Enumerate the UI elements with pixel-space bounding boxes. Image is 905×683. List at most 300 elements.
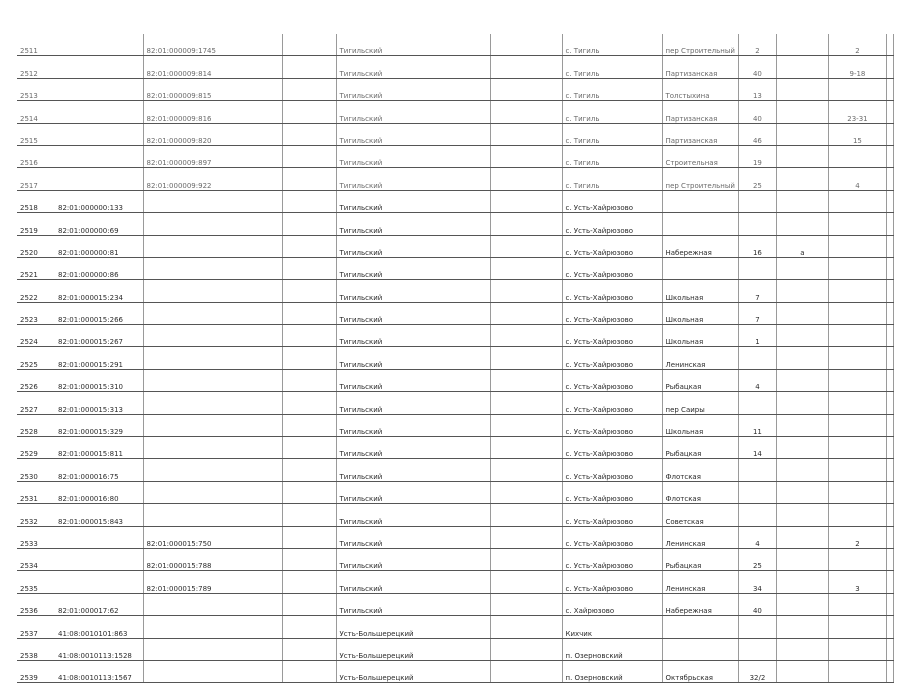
table-row bbox=[17, 123, 893, 145]
flat-number: 2 bbox=[828, 34, 886, 56]
cadastral-number: 82:01:000016:80 bbox=[55, 481, 143, 503]
table-row bbox=[17, 504, 893, 526]
cadastral-number: 82:01:000015:843 bbox=[55, 504, 143, 526]
empty-cell bbox=[490, 548, 562, 570]
street: Октябрьская bbox=[662, 660, 738, 682]
edge-cell bbox=[886, 56, 893, 78]
cadastral-number: 82:01:000017:62 bbox=[55, 593, 143, 615]
empty-cell bbox=[490, 526, 562, 548]
district: Тигильский bbox=[336, 78, 490, 100]
flat-number bbox=[828, 257, 886, 279]
street: Набережная bbox=[662, 235, 738, 257]
edge-cell bbox=[886, 213, 893, 235]
empty-cell bbox=[282, 190, 336, 212]
cadastral-number: 82:01:000015:329 bbox=[55, 414, 143, 436]
row-number: 2528 bbox=[17, 414, 55, 436]
empty-cell bbox=[282, 145, 336, 167]
building-letter bbox=[776, 526, 828, 548]
building-letter bbox=[776, 280, 828, 302]
district: Тигильский bbox=[336, 593, 490, 615]
row-number: 2535 bbox=[17, 571, 55, 593]
locality: с. Усть-Хайрюзово bbox=[562, 302, 662, 324]
edge-cell bbox=[886, 571, 893, 593]
street: Флотская bbox=[662, 459, 738, 481]
flat-number: 23-31 bbox=[828, 101, 886, 123]
flat-number bbox=[828, 504, 886, 526]
empty-cell bbox=[282, 325, 336, 347]
empty-cell bbox=[282, 459, 336, 481]
locality: с. Усть-Хайрюзово bbox=[562, 190, 662, 212]
street: Рыбацкая bbox=[662, 437, 738, 459]
edge-cell bbox=[886, 101, 893, 123]
street: пер Строительный bbox=[662, 34, 738, 56]
empty-cell bbox=[490, 101, 562, 123]
edge-cell bbox=[886, 280, 893, 302]
empty-cell bbox=[282, 548, 336, 570]
empty-cell bbox=[490, 123, 562, 145]
cadastral-number-alt bbox=[143, 660, 282, 682]
empty-cell bbox=[490, 638, 562, 660]
row-number: 2526 bbox=[17, 369, 55, 391]
cadastral-number-alt bbox=[143, 616, 282, 638]
edge-cell bbox=[886, 414, 893, 436]
cadastral-number-alt bbox=[143, 369, 282, 391]
flat-number bbox=[828, 437, 886, 459]
edge-cell bbox=[886, 34, 893, 56]
house-number: 4 bbox=[738, 526, 776, 548]
district: Тигильский bbox=[336, 56, 490, 78]
cadastral-number bbox=[55, 571, 143, 593]
flat-number bbox=[828, 616, 886, 638]
flat-number bbox=[828, 459, 886, 481]
cadastral-number-alt bbox=[143, 190, 282, 212]
empty-cell bbox=[490, 504, 562, 526]
house-number bbox=[738, 459, 776, 481]
district: Тигильский bbox=[336, 414, 490, 436]
flat-number bbox=[828, 481, 886, 503]
cadastral-number-alt bbox=[143, 504, 282, 526]
building-letter bbox=[776, 213, 828, 235]
building-letter bbox=[776, 257, 828, 279]
empty-cell bbox=[282, 347, 336, 369]
table-row bbox=[17, 548, 893, 570]
empty-cell bbox=[282, 437, 336, 459]
building-letter bbox=[776, 459, 828, 481]
building-letter bbox=[776, 481, 828, 503]
edge-cell bbox=[886, 660, 893, 682]
flat-number bbox=[828, 660, 886, 682]
house-number: 1 bbox=[738, 325, 776, 347]
cadastral-number bbox=[55, 78, 143, 100]
cadastral-number bbox=[55, 101, 143, 123]
building-letter bbox=[776, 548, 828, 570]
locality: п. Озерновский bbox=[562, 660, 662, 682]
cadastral-number: 82:01:000000:86 bbox=[55, 257, 143, 279]
district: Тигильский bbox=[336, 571, 490, 593]
district: Тигильский bbox=[336, 280, 490, 302]
district: Тигильский bbox=[336, 34, 490, 56]
building-letter bbox=[776, 616, 828, 638]
row-number: 2513 bbox=[17, 78, 55, 100]
edge-cell bbox=[886, 325, 893, 347]
edge-cell bbox=[886, 481, 893, 503]
locality: с. Усть-Хайрюзово bbox=[562, 325, 662, 347]
cadastral-number bbox=[55, 168, 143, 190]
house-number: 34 bbox=[738, 571, 776, 593]
street: Школьная bbox=[662, 280, 738, 302]
district: Тигильский bbox=[336, 190, 490, 212]
locality: с. Усть-Хайрюзово bbox=[562, 548, 662, 570]
district: Тигильский bbox=[336, 101, 490, 123]
edge-cell bbox=[886, 616, 893, 638]
edge-cell bbox=[886, 78, 893, 100]
empty-cell bbox=[490, 347, 562, 369]
cadastral-number-alt bbox=[143, 347, 282, 369]
cadastral-number: 82:01:000015:267 bbox=[55, 325, 143, 347]
house-number: 46 bbox=[738, 123, 776, 145]
edge-cell bbox=[886, 459, 893, 481]
edge-cell bbox=[886, 526, 893, 548]
building-letter bbox=[776, 392, 828, 414]
locality: с. Усть-Хайрюзово bbox=[562, 437, 662, 459]
house-number bbox=[738, 392, 776, 414]
cadastral-number-alt: 82:01:000009:1745 bbox=[143, 34, 282, 56]
street: Рыбацкая bbox=[662, 369, 738, 391]
edge-cell bbox=[886, 145, 893, 167]
empty-cell bbox=[282, 235, 336, 257]
street: Флотская bbox=[662, 481, 738, 503]
table-row bbox=[17, 302, 893, 324]
empty-cell bbox=[282, 369, 336, 391]
locality: с. Усть-Хайрюзово bbox=[562, 414, 662, 436]
register-table bbox=[17, 34, 894, 683]
flat-number bbox=[828, 369, 886, 391]
house-number: 32/2 bbox=[738, 660, 776, 682]
empty-cell bbox=[282, 571, 336, 593]
empty-cell bbox=[282, 414, 336, 436]
street: Партизанская bbox=[662, 123, 738, 145]
flat-number bbox=[828, 593, 886, 615]
empty-cell bbox=[490, 660, 562, 682]
empty-cell bbox=[490, 168, 562, 190]
cadastral-number-alt bbox=[143, 257, 282, 279]
empty-cell bbox=[282, 660, 336, 682]
row-number: 2518 bbox=[17, 190, 55, 212]
table-row bbox=[17, 190, 893, 212]
register-rows bbox=[17, 34, 893, 683]
cadastral-number-alt bbox=[143, 213, 282, 235]
locality: с. Усть-Хайрюзово bbox=[562, 280, 662, 302]
row-number: 2519 bbox=[17, 213, 55, 235]
locality: с. Тигиль bbox=[562, 168, 662, 190]
locality: с. Усть-Хайрюзово bbox=[562, 213, 662, 235]
row-number: 2529 bbox=[17, 437, 55, 459]
house-number: 14 bbox=[738, 437, 776, 459]
empty-cell bbox=[490, 190, 562, 212]
row-number: 2534 bbox=[17, 548, 55, 570]
row-number: 2521 bbox=[17, 257, 55, 279]
district: Тигильский bbox=[336, 392, 490, 414]
building-letter bbox=[776, 414, 828, 436]
district: Тигильский bbox=[336, 459, 490, 481]
house-number bbox=[738, 190, 776, 212]
locality: с. Усть-Хайрюзово bbox=[562, 459, 662, 481]
row-number: 2511 bbox=[17, 34, 55, 56]
house-number: 7 bbox=[738, 280, 776, 302]
building-letter bbox=[776, 325, 828, 347]
locality: с. Хайрюзово bbox=[562, 593, 662, 615]
table-row bbox=[17, 101, 893, 123]
locality: с. Тигиль bbox=[562, 101, 662, 123]
cadastral-number-alt: 82:01:000015:788 bbox=[143, 548, 282, 570]
empty-cell bbox=[490, 302, 562, 324]
empty-cell bbox=[490, 325, 562, 347]
street bbox=[662, 213, 738, 235]
locality: с. Тигиль bbox=[562, 78, 662, 100]
district: Тигильский bbox=[336, 257, 490, 279]
building-letter bbox=[776, 571, 828, 593]
locality: с. Усть-Хайрюзово bbox=[562, 526, 662, 548]
edge-cell bbox=[886, 123, 893, 145]
flat-number: 15 bbox=[828, 123, 886, 145]
house-number bbox=[738, 481, 776, 503]
cadastral-number: 41:08:0010113:1567 bbox=[55, 660, 143, 682]
flat-number bbox=[828, 302, 886, 324]
house-number: 11 bbox=[738, 414, 776, 436]
table-row bbox=[17, 78, 893, 100]
cadastral-number: 82:01:000016:75 bbox=[55, 459, 143, 481]
table-row bbox=[17, 414, 893, 436]
table-row bbox=[17, 145, 893, 167]
building-letter bbox=[776, 101, 828, 123]
row-number: 2517 bbox=[17, 168, 55, 190]
locality: с. Усть-Хайрюзово bbox=[562, 235, 662, 257]
street: Набережная bbox=[662, 593, 738, 615]
edge-cell bbox=[886, 638, 893, 660]
row-number: 2515 bbox=[17, 123, 55, 145]
house-number bbox=[738, 347, 776, 369]
cadastral-number-alt: 82:01:000009:922 bbox=[143, 168, 282, 190]
table-row bbox=[17, 168, 893, 190]
table-row bbox=[17, 347, 893, 369]
cadastral-number bbox=[55, 548, 143, 570]
empty-cell bbox=[282, 481, 336, 503]
district: Тигильский bbox=[336, 437, 490, 459]
cadastral-number-alt bbox=[143, 414, 282, 436]
building-letter bbox=[776, 660, 828, 682]
street: Ленинская bbox=[662, 526, 738, 548]
row-number: 2538 bbox=[17, 638, 55, 660]
district: Тигильский bbox=[336, 526, 490, 548]
row-number: 2539 bbox=[17, 660, 55, 682]
house-number bbox=[738, 213, 776, 235]
building-letter bbox=[776, 34, 828, 56]
table-row bbox=[17, 481, 893, 503]
cadastral-number: 82:01:000015:310 bbox=[55, 369, 143, 391]
district: Тигильский bbox=[336, 369, 490, 391]
cadastral-number: 82:01:000015:291 bbox=[55, 347, 143, 369]
edge-cell bbox=[886, 548, 893, 570]
flat-number bbox=[828, 638, 886, 660]
row-number: 2533 bbox=[17, 526, 55, 548]
street: Ленинская bbox=[662, 347, 738, 369]
street: Школьная bbox=[662, 302, 738, 324]
empty-cell bbox=[282, 257, 336, 279]
house-number bbox=[738, 504, 776, 526]
cadastral-number: 82:01:000000:133 bbox=[55, 190, 143, 212]
edge-cell bbox=[886, 504, 893, 526]
empty-cell bbox=[282, 593, 336, 615]
edge-cell bbox=[886, 235, 893, 257]
table-row bbox=[17, 257, 893, 279]
house-number: 40 bbox=[738, 101, 776, 123]
empty-cell bbox=[490, 213, 562, 235]
empty-cell bbox=[282, 526, 336, 548]
house-number: 7 bbox=[738, 302, 776, 324]
district: Усть-Большерецкий bbox=[336, 616, 490, 638]
building-letter bbox=[776, 190, 828, 212]
street: Строительная bbox=[662, 145, 738, 167]
building-letter bbox=[776, 56, 828, 78]
house-number: 2 bbox=[738, 34, 776, 56]
building-letter bbox=[776, 78, 828, 100]
cadastral-number-alt bbox=[143, 481, 282, 503]
table-row bbox=[17, 34, 893, 56]
street: Школьная bbox=[662, 414, 738, 436]
locality: с. Усть-Хайрюзово bbox=[562, 347, 662, 369]
house-number: 25 bbox=[738, 168, 776, 190]
locality: с. Усть-Хайрюзово bbox=[562, 481, 662, 503]
row-number: 2537 bbox=[17, 616, 55, 638]
locality: п. Озерновский bbox=[562, 638, 662, 660]
cadastral-number-alt bbox=[143, 280, 282, 302]
edge-cell bbox=[886, 302, 893, 324]
cadastral-number-alt: 82:01:000009:816 bbox=[143, 101, 282, 123]
cadastral-number bbox=[55, 56, 143, 78]
empty-cell bbox=[282, 392, 336, 414]
empty-cell bbox=[282, 34, 336, 56]
building-letter bbox=[776, 369, 828, 391]
table-row bbox=[17, 56, 893, 78]
flat-number bbox=[828, 190, 886, 212]
empty-cell bbox=[282, 101, 336, 123]
house-number: 25 bbox=[738, 548, 776, 570]
empty-cell bbox=[490, 257, 562, 279]
row-number: 2524 bbox=[17, 325, 55, 347]
flat-number bbox=[828, 78, 886, 100]
empty-cell bbox=[490, 235, 562, 257]
district: Тигильский bbox=[336, 123, 490, 145]
empty-cell bbox=[282, 123, 336, 145]
house-number bbox=[738, 616, 776, 638]
empty-cell bbox=[490, 481, 562, 503]
edge-cell bbox=[886, 257, 893, 279]
locality: с. Тигиль bbox=[562, 145, 662, 167]
building-letter bbox=[776, 593, 828, 615]
edge-cell bbox=[886, 168, 893, 190]
table-row bbox=[17, 526, 893, 548]
table-row bbox=[17, 571, 893, 593]
row-number: 2525 bbox=[17, 347, 55, 369]
district: Тигильский bbox=[336, 302, 490, 324]
table-row bbox=[17, 437, 893, 459]
flat-number bbox=[828, 235, 886, 257]
district: Тигильский bbox=[336, 548, 490, 570]
empty-cell bbox=[282, 280, 336, 302]
empty-cell bbox=[282, 504, 336, 526]
cadastral-number-alt: 82:01:000009:815 bbox=[143, 78, 282, 100]
cadastral-number bbox=[55, 34, 143, 56]
empty-cell bbox=[490, 280, 562, 302]
building-letter bbox=[776, 638, 828, 660]
row-number: 2520 bbox=[17, 235, 55, 257]
row-number: 2531 bbox=[17, 481, 55, 503]
district: Тигильский bbox=[336, 168, 490, 190]
district: Тигильский bbox=[336, 145, 490, 167]
row-number: 2527 bbox=[17, 392, 55, 414]
flat-number bbox=[828, 548, 886, 570]
cadastral-number bbox=[55, 123, 143, 145]
locality: с. Усть-Хайрюзово bbox=[562, 504, 662, 526]
edge-cell bbox=[886, 392, 893, 414]
locality: с. Усть-Хайрюзово bbox=[562, 257, 662, 279]
cadastral-number: 82:01:000015:811 bbox=[55, 437, 143, 459]
building-letter: а bbox=[776, 235, 828, 257]
flat-number bbox=[828, 392, 886, 414]
row-number: 2530 bbox=[17, 459, 55, 481]
empty-cell bbox=[490, 145, 562, 167]
table-row bbox=[17, 660, 893, 682]
table-row bbox=[17, 638, 893, 660]
cadastral-number-alt: 82:01:000009:897 bbox=[143, 145, 282, 167]
cadastral-number: 41:08:0010101:863 bbox=[55, 616, 143, 638]
street: Школьная bbox=[662, 325, 738, 347]
locality: с. Усть-Хайрюзово bbox=[562, 369, 662, 391]
flat-number: 4 bbox=[828, 168, 886, 190]
edge-cell bbox=[886, 369, 893, 391]
table-row bbox=[17, 213, 893, 235]
street: Партизанская bbox=[662, 101, 738, 123]
district: Усть-Большерецкий bbox=[336, 638, 490, 660]
street: Ленинская bbox=[662, 571, 738, 593]
empty-cell bbox=[490, 78, 562, 100]
building-letter bbox=[776, 145, 828, 167]
street: пер Строительный bbox=[662, 168, 738, 190]
row-number: 2532 bbox=[17, 504, 55, 526]
table-row bbox=[17, 235, 893, 257]
cadastral-number bbox=[55, 145, 143, 167]
edge-cell bbox=[886, 437, 893, 459]
cadastral-number-alt: 82:01:000009:820 bbox=[143, 123, 282, 145]
cadastral-number-alt bbox=[143, 638, 282, 660]
flat-number: 3 bbox=[828, 571, 886, 593]
building-letter bbox=[776, 437, 828, 459]
building-letter bbox=[776, 347, 828, 369]
house-number: 40 bbox=[738, 56, 776, 78]
flat-number bbox=[828, 325, 886, 347]
house-number bbox=[738, 638, 776, 660]
empty-cell bbox=[282, 302, 336, 324]
street: Рыбацкая bbox=[662, 548, 738, 570]
cadastral-number-alt bbox=[143, 235, 282, 257]
district: Тигильский bbox=[336, 481, 490, 503]
district: Тигильский bbox=[336, 347, 490, 369]
street bbox=[662, 257, 738, 279]
flat-number bbox=[828, 347, 886, 369]
empty-cell bbox=[282, 616, 336, 638]
row-number: 2522 bbox=[17, 280, 55, 302]
district: Тигильский bbox=[336, 213, 490, 235]
